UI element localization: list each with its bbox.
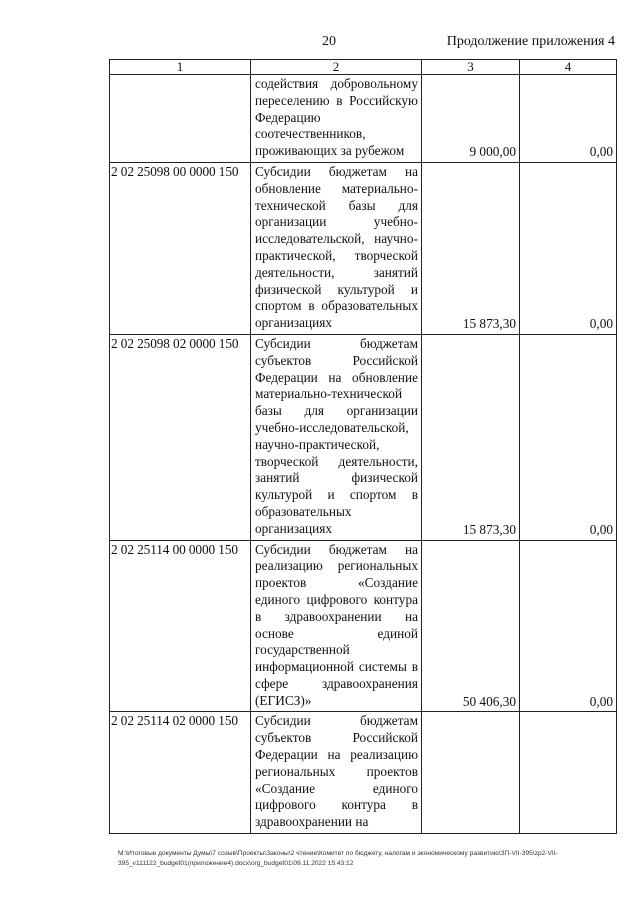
amount-2 (520, 712, 617, 834)
table-row (110, 712, 617, 834)
budget-table (109, 59, 617, 834)
budget-code: 2 02 25098 02 0000 150 (110, 334, 251, 540)
amount-2: 0,00 (520, 540, 617, 712)
page-number: 20 (322, 34, 336, 49)
budget-code: 2 02 25114 00 0000 150 (110, 540, 251, 712)
column-number: 3 (422, 60, 520, 75)
amount: 15 873,30 (422, 334, 520, 540)
income-name: Субсидии бюджетам субъектов Российской Федерации на реализацию региональных проектов «Создание единого цифрового контура в здравоохранении на (251, 712, 422, 834)
table-row (110, 334, 617, 540)
income-name: Субсидии бюджетам субъектов Российской Федерации на обновление материально-технической базы для организации учебно-исследовательской, научно-практической, творческой деятельности, занятий физической культурой и спортом в образовательных организациях (251, 334, 422, 540)
amount-2: 0,00 (520, 75, 617, 163)
income-name: Субсидии бюджетам на реализацию региональных проектов «Создание единого цифрового контура в здравоохранении на основе единой государственной информационной системы в сфере здравоохранения (ЕГИСЗ)» (251, 540, 422, 712)
continuation-label: Продолжение приложения 4 (446, 34, 615, 49)
table-row (110, 540, 617, 712)
column-number: 1 (110, 60, 251, 75)
amount: 9 000,00 (422, 75, 520, 163)
amount: 50 406,30 (422, 540, 520, 712)
amount: 15 873,30 (422, 162, 520, 334)
budget-code (110, 75, 251, 163)
budget-code: 2 02 25114 02 0000 150 (110, 712, 251, 834)
column-number: 2 (251, 60, 422, 75)
page-header (0, 34, 639, 54)
income-name: Субсидии бюджетам на обновление материально-технической базы для организации учебно-исследовательской, научно-практической, творческой деятельности, занятий физической культурой и спортом в образовательных организациях (251, 162, 422, 334)
column-number-row (110, 60, 617, 75)
column-number: 4 (520, 60, 617, 75)
table-row (110, 75, 617, 163)
table-row (110, 162, 617, 334)
income-name: содействия добровольному переселению в Российскую Федерацию соотечественников, проживающих за рубежом (251, 75, 422, 163)
amount-2: 0,00 (520, 162, 617, 334)
document-path-footer: M:\Итоговые документы Думы\7 созыв\Проекты\Законы\2 чтение\Комитет по бюджету, налогам и экономическому развитию\ЗП-VII-395\zp2-VII-395_v111122_budget01(приложение4).docx\org_budget01\09.11.2022 15:43:12 (118, 850, 558, 867)
budget-code: 2 02 25098 00 0000 150 (110, 162, 251, 334)
amount (422, 712, 520, 834)
amount-2: 0,00 (520, 334, 617, 540)
